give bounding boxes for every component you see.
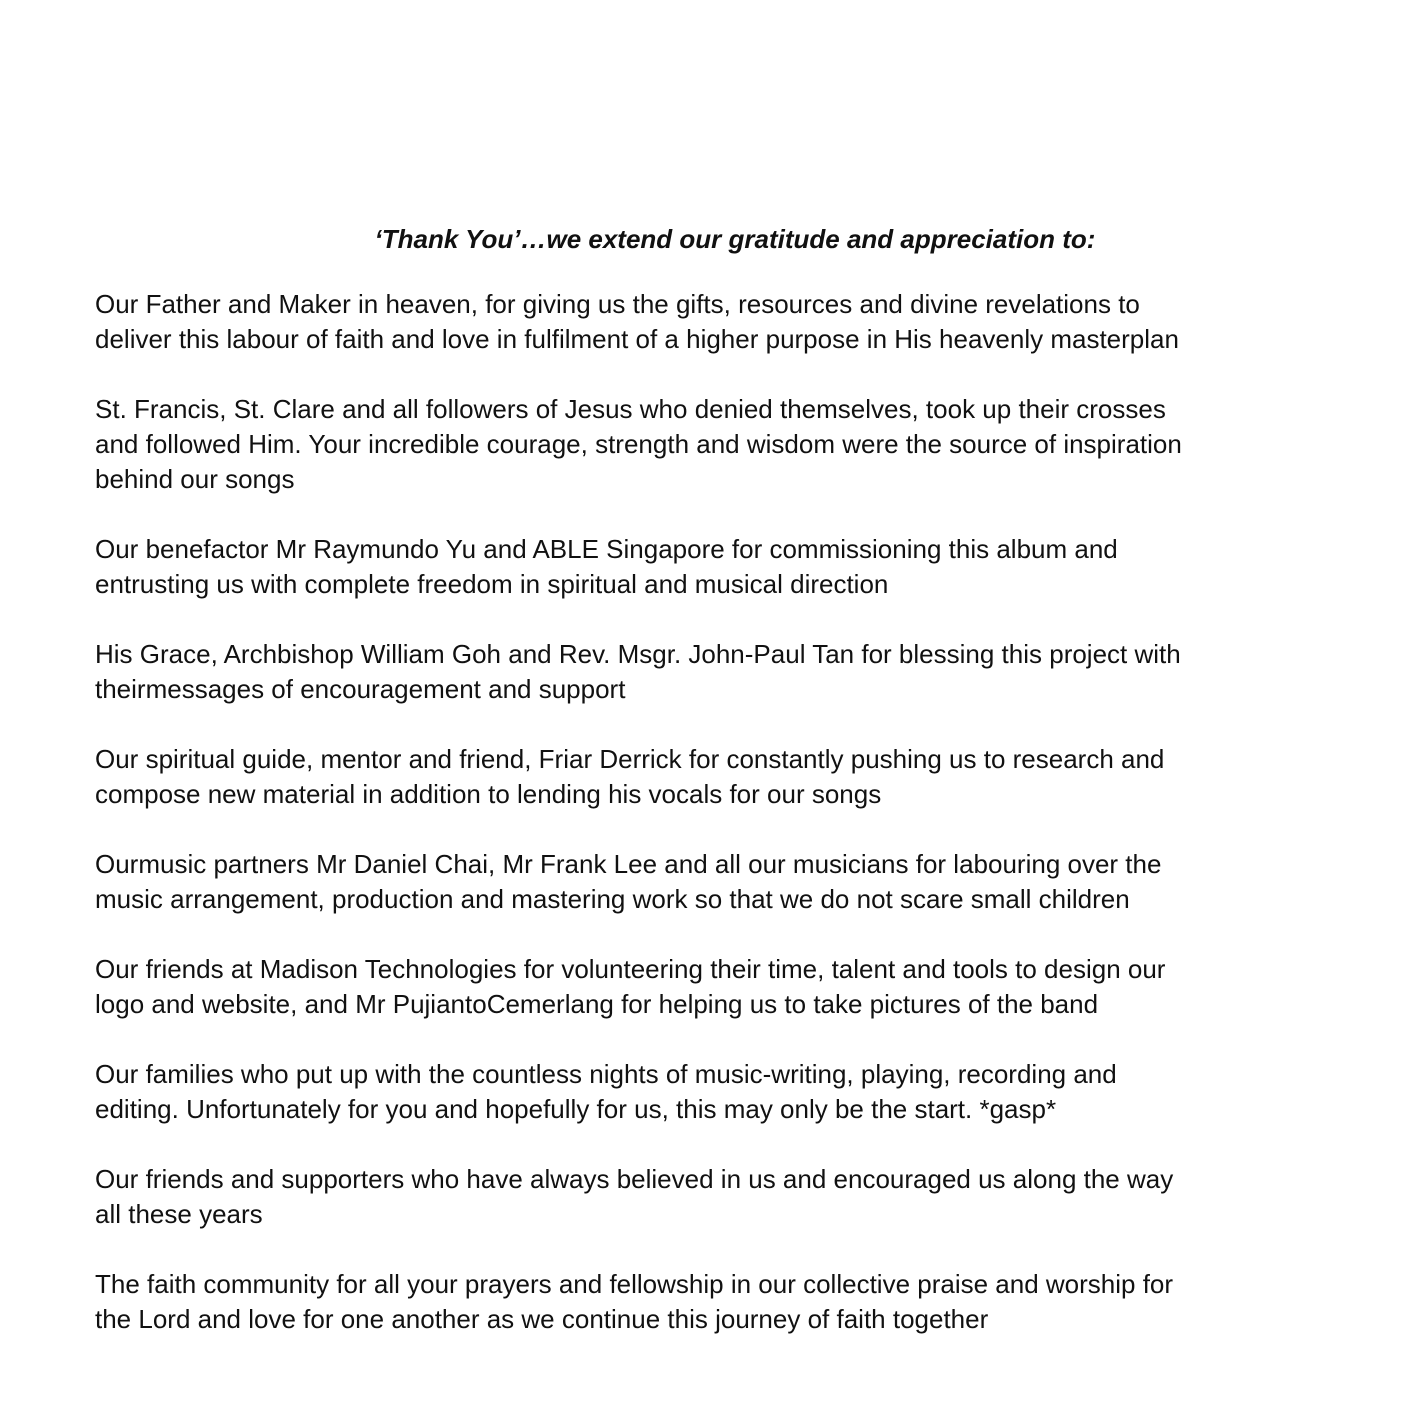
paragraph-st-francis (95, 392, 1335, 497)
paragraph-line: His Grace, Archbishop William Goh and Rev. Msgr. John-Paul Tan for blessing this project with (95, 639, 1181, 669)
paragraph-father-maker (95, 287, 1335, 357)
paragraph-spiritual-guide (95, 742, 1335, 812)
paragraph-line: Our Father and Maker in heaven, for giving us the gifts, resources and divine revelations to (95, 289, 1140, 319)
paragraph-archbishop (95, 637, 1335, 707)
paragraph-line: behind our songs (95, 464, 295, 494)
paragraph-line: deliver this labour of faith and love in fulfilment of a higher purpose in His heavenly masterplan (95, 324, 1179, 354)
paragraph-line: logo and website, and Mr PujiantoCemerlang for helping us to take pictures of the band (95, 989, 1099, 1019)
paragraph-line: compose new material in addition to lending his vocals for our songs (95, 779, 882, 809)
paragraph-benefactor (95, 532, 1335, 602)
paragraph-friends-supporters (95, 1162, 1335, 1232)
paragraph-families (95, 1057, 1335, 1127)
paragraph-line: Our spiritual guide, mentor and friend, Friar Derrick for constantly pushing us to research and (95, 744, 1165, 774)
paragraph-line: editing. Unfortunately for you and hopefully for us, this may only be the start. *gasp* (95, 1094, 1057, 1124)
paragraph-line: theirmessages of encouragement and support (95, 674, 626, 704)
paragraph-line: The faith community for all your prayers and fellowship in our collective praise and worship for (95, 1269, 1174, 1299)
paragraph-line: and followed Him. Your incredible courage, strength and wisdom were the source of inspiration (95, 429, 1182, 459)
paragraph-line: the Lord and love for one another as we continue this journey of faith together (95, 1304, 989, 1334)
paragraph-line: entrusting us with complete freedom in spiritual and musical direction (95, 569, 889, 599)
paragraph-music-partners (95, 847, 1335, 917)
paragraph-line: Our benefactor Mr Raymundo Yu and ABLE Singapore for commissioning this album and (95, 534, 1118, 564)
paragraph-line: Our friends and supporters who have always believed in us and encouraged us along the way (95, 1164, 1174, 1194)
paragraph-line: Ourmusic partners Mr Daniel Chai, Mr Frank Lee and all our musicians for labouring over the (95, 849, 1162, 879)
paragraph-line: all these years (95, 1199, 263, 1229)
page-heading: ‘Thank You’…we extend our gratitude and appreciation to: (374, 224, 1096, 254)
thank-you-page (95, 222, 1335, 1372)
paragraph-line: St. Francis, St. Clare and all followers of Jesus who denied themselves, took up their crosses (95, 394, 1166, 424)
paragraph-faith-community (95, 1267, 1335, 1337)
paragraph-line: Our families who put up with the countless nights of music-writing, playing, recording and (95, 1059, 1117, 1089)
paragraph-line: music arrangement, production and mastering work so that we do not scare small children (95, 884, 1130, 914)
paragraph-line: Our friends at Madison Technologies for volunteering their time, talent and tools to design our (95, 954, 1166, 984)
paragraph-madison-technologies (95, 952, 1335, 1022)
